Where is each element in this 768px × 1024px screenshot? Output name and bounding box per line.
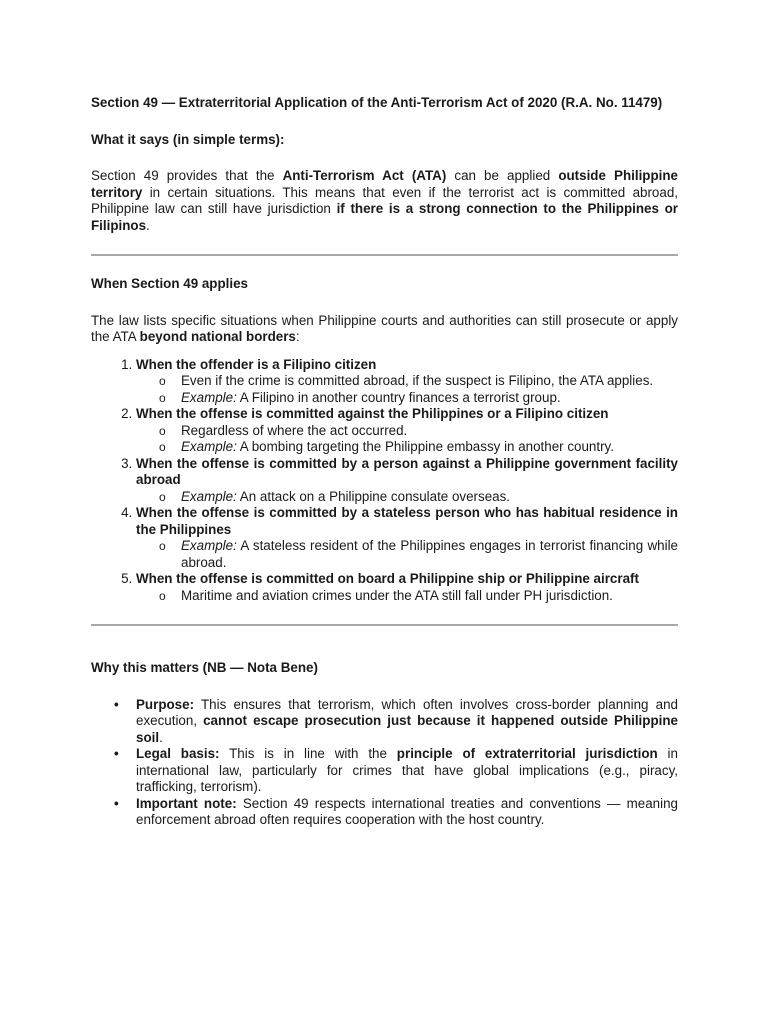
applicability-list [91, 357, 678, 605]
applies-intro-paragraph [91, 313, 678, 346]
applicability-item-heading: When the offense is committed on board a Philippine ship or Philippine aircraft [136, 571, 639, 586]
example-text: A bombing targeting the Philippine embassy in another country. [236, 439, 614, 454]
sub-item: o Even if the crime is committed abroad, if the suspect is Filipino, the ATA applies. [181, 373, 678, 390]
sub-item [181, 439, 678, 456]
applicability-item-heading: 4. When the offense is committed by a stateless person who has habitual residence in the Philippines [136, 505, 678, 537]
why-item-label: Important note: [136, 795, 237, 811]
applicability-sublist [136, 588, 678, 605]
sub-item [181, 538, 678, 571]
section-divider [91, 254, 678, 256]
example-label: Example: [181, 538, 237, 553]
why-matters-heading: Why this matters (NB — Nota Bene) [91, 660, 318, 675]
applicability-item [136, 456, 678, 506]
intro-bold: if there is a strong connection to the Philippines or Filipinos [91, 201, 679, 233]
applies-intro-bold: beyond national borders [139, 329, 296, 344]
intro-text: can be applied [446, 168, 559, 183]
applicability-sublist [136, 489, 678, 506]
example-label: Example: [181, 439, 237, 454]
example-label: Example: [181, 488, 237, 504]
why-matters-list [91, 697, 678, 829]
intro-text: in certain situations. This means that even if the terrorist act is committed abroad, Philippine law can still have jurisdiction [91, 184, 678, 216]
sub-item [181, 489, 678, 506]
applicability-item [136, 505, 678, 571]
why-item [136, 746, 678, 796]
applies-intro-text: The law lists specific situations when Philippine courts and authorities can still prosecute or apply the ATA [91, 312, 678, 344]
applicability-item [136, 357, 678, 407]
what-it-says-heading: What it says (in simple terms): [91, 131, 285, 147]
intro-bold: outside Philippine territory [91, 168, 678, 200]
applicability-sublist [136, 373, 678, 406]
why-item-bold: principle of extraterritorial jurisdiction [396, 746, 658, 761]
sub-item: o Maritime and aviation crimes under the ATA still fall under PH jurisdiction. [181, 588, 678, 605]
document-title: Section 49 — Extraterritorial Application of the Anti-Terrorism Act of 2020 (R.A. No. 11479) [91, 95, 663, 110]
why-item-text: This ensures that terrorism, which often involves cross-border planning and execution, [136, 696, 678, 728]
why-item-label: Purpose: [136, 696, 195, 712]
intro-text: Section 49 provides that the [91, 168, 283, 183]
example-label: Example: [181, 389, 237, 405]
why-item-label: Legal basis: [136, 746, 220, 761]
why-item-text: in international law, particularly for crimes that have global implications (e.g., piracy, trafficking, terrorism). [136, 746, 678, 794]
why-item-bold: cannot escape prosecution just because it happened outside Philippine soil [136, 713, 678, 745]
sub-item: o Regardless of where the act occurred. [181, 423, 678, 440]
applicability-sublist [136, 538, 678, 571]
section-divider [91, 624, 678, 626]
when-applies-heading: When Section 49 applies [91, 276, 249, 291]
applicability-item-heading: 3. When the offense is committed by a person against a Philippine government facility abroad [136, 455, 678, 487]
why-item-text: This is in line with the [219, 746, 397, 761]
applies-intro-text: : [295, 329, 300, 344]
example-text: An attack on a Philippine consulate overseas. [236, 488, 511, 504]
applicability-item [136, 571, 678, 604]
why-item [136, 796, 678, 829]
intro-paragraph [91, 168, 678, 234]
applicability-item [136, 406, 678, 456]
example-text: A stateless resident of the Philippines engages in terrorist financing while abroad. [181, 538, 678, 570]
why-item-text: Section 49 respects international treaties and conventions — meaning enforcement abroad often requires cooperation with the host country. [136, 795, 678, 827]
applicability-item-heading: When the offense is committed against the Philippines or a Filipino citizen [136, 406, 609, 421]
document-body [91, 95, 678, 829]
intro-text: . [146, 217, 150, 233]
sub-item [181, 390, 678, 407]
applicability-sublist [136, 423, 678, 456]
intro-bold: Anti-Terrorism Act (ATA) [282, 168, 447, 183]
why-item-text: . [159, 729, 163, 745]
why-item [136, 697, 678, 747]
example-text: A Filipino in another country finances a terrorist group. [236, 389, 561, 405]
applicability-item-heading: When the offender is a Filipino citizen [136, 356, 377, 372]
